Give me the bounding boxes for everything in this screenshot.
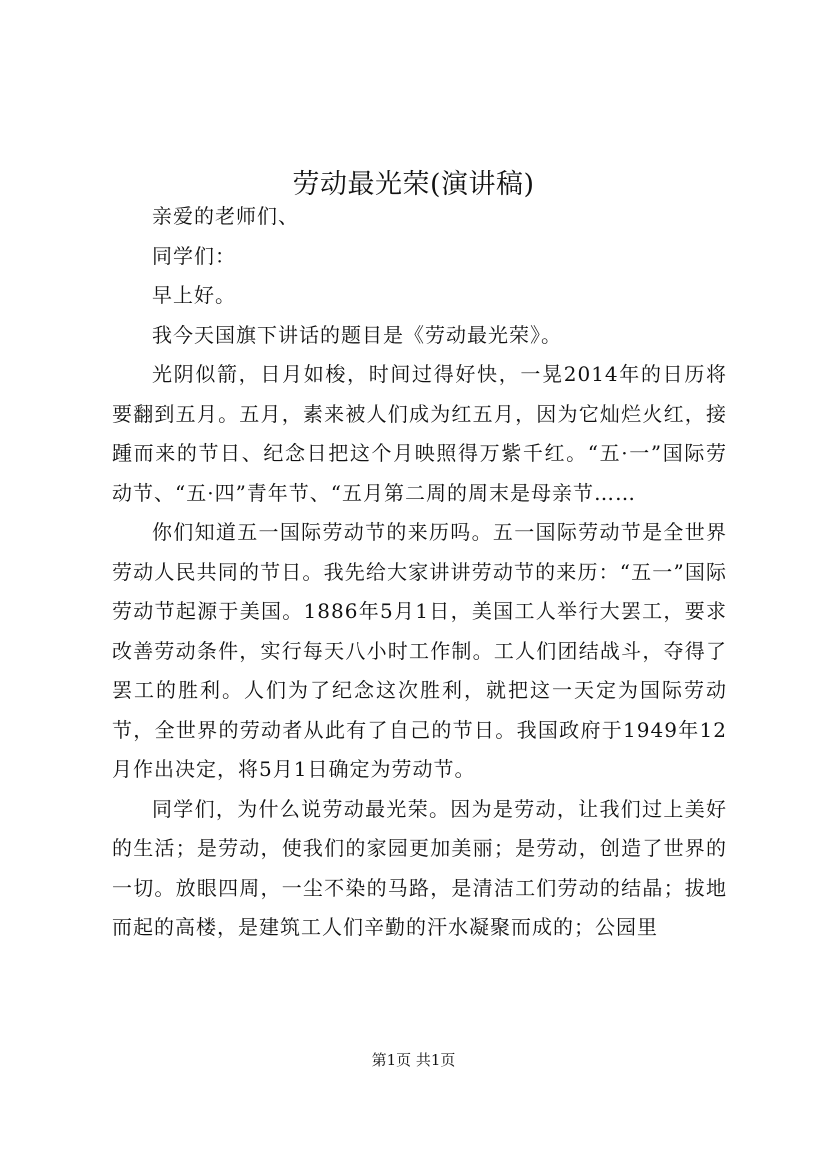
paragraph-why-labor-glorious: 同学们，为什么说劳动最光荣。因为是劳动，让我们过上美好的生活；是劳动，使我们的家园更加美丽；是劳动，创造了世界的一切。放眼四周，一尘不染的马路，是清洁工们劳动的结晶；拔地而起的高楼，是建筑工人们辛勤的汗水凝聚而成的；公园里: [112, 796, 727, 939]
document-body: [112, 197, 727, 948]
document-title: 劳动最光荣(演讲稿): [292, 169, 535, 201]
paragraph-topic: 我今天国旗下讲话的题目是《劳动最光荣》。: [152, 322, 562, 347]
paragraph-labor-day-history: 你们知道五一国际劳动节的来历吗。五一国际劳动节是全世界劳动人民共同的节日。我先给大家讲讲劳动节的来历：“五一”国际劳动节起源于美国。1886年5月1日，美国工人举行大罢工，要求改善劳动条件，实行每天八小时工作制。工人们团结战斗，夺得了罢工的胜利。人们为了纪念这次胜利，就把这一天定为国际劳动节，全世界的劳动者从此有了自己的节日。我国政府于1949年12月作出决定，将5月1日确定为劳动节。: [112, 520, 727, 781]
paragraph-may-intro: 光阴似箭，日月如梭，时间过得好快，一晃2014年的日历将要翻到五月。五月，素来被人们成为红五月，因为它灿烂火红，接踵而来的节日、纪念日把这个月映照得万紫千红。“五·一”国际劳动节、“五·四”青年节、“五月第二周的周末是母亲节……: [112, 362, 727, 505]
paragraph-greeting-students: 同学们：: [152, 243, 236, 268]
page-footer: 第1页 共1页: [371, 1051, 456, 1069]
paragraph-greeting-teachers: 亲爱的老师们、: [152, 204, 299, 228]
paragraph-good-morning: 早上好。: [152, 283, 236, 307]
